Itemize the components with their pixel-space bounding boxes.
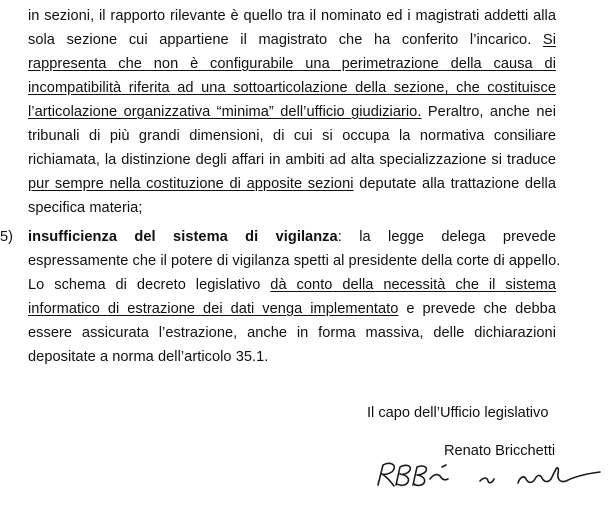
text-line: [28, 100, 556, 124]
text-line: [28, 4, 556, 28]
signatory-name: Renato Bricchetti: [444, 443, 556, 459]
item-title: insufficienza del sistema di vigilanza: [28, 229, 338, 245]
text-segment: depositate a norma dell’articolo 35.1.: [28, 349, 269, 365]
text-line: [28, 225, 556, 249]
text-segment: Lo schema di decreto legislativo: [28, 277, 271, 293]
underlined-text: pur sempre nella costituzione di apposite sezioni: [28, 176, 354, 192]
list-number: 5): [0, 229, 13, 245]
text-line: [28, 345, 556, 369]
text-line: [28, 28, 556, 52]
office-title: Il capo dell’Ufficio legislativo: [367, 405, 549, 421]
text-segment: richiamata, la distinzione degli affari in ambiti ad alta specializzazione si traduce: [28, 152, 556, 168]
text-segment: sola sezione cui appartiene il magistrato che ha conferito l’incarico.: [28, 32, 543, 48]
handwritten-signature: [370, 455, 610, 495]
text-segment: deputate alla trattazione della: [353, 176, 556, 192]
text-segment: espressamente che il potere di vigilanza spetti al presidente della corte di appello.: [28, 253, 561, 269]
text-line: [28, 297, 556, 321]
underlined-text: Si: [542, 32, 556, 48]
text-segment: tribunali di più grandi dimensioni, di cui si occupa la normativa consiliare: [28, 128, 556, 144]
text-line: [28, 249, 561, 273]
text-segment: specifica materia;: [28, 200, 143, 216]
text-segment: in sezioni, il rapporto rilevante è quello tra il nominato ed i magistrati addetti alla: [28, 8, 556, 24]
text-segment: Peraltro, anche nei: [421, 104, 557, 120]
text-segment: e prevede che debba: [398, 301, 556, 317]
text-line: [28, 321, 556, 345]
underlined-text: rappresenta che non è configurabile una perimetrazione della causa di: [28, 56, 556, 72]
underlined-text: l’articolazione organizzativa “minima” dell’ufficio giudiziario.: [28, 104, 422, 120]
underlined-text: incompatibilità riferita ad una sottoarticolazione della sezione, che costituisce: [28, 80, 556, 96]
text-segment: essere assicurata l’estrazione, anche in forma massiva, delle dichiarazioni: [28, 325, 556, 341]
text-line: [28, 196, 556, 220]
text-line: [28, 52, 556, 76]
text-line: [28, 273, 556, 297]
text-line: [28, 76, 556, 100]
text-line: [28, 124, 556, 148]
underlined-text: dà conto della necessità che il sistema: [270, 277, 556, 293]
text-line: [28, 148, 556, 172]
text-segment: : la legge delega prevede: [337, 229, 556, 245]
text-line: [28, 172, 556, 196]
underlined-text: informatico di estrazione dei dati venga implementato: [28, 301, 399, 317]
